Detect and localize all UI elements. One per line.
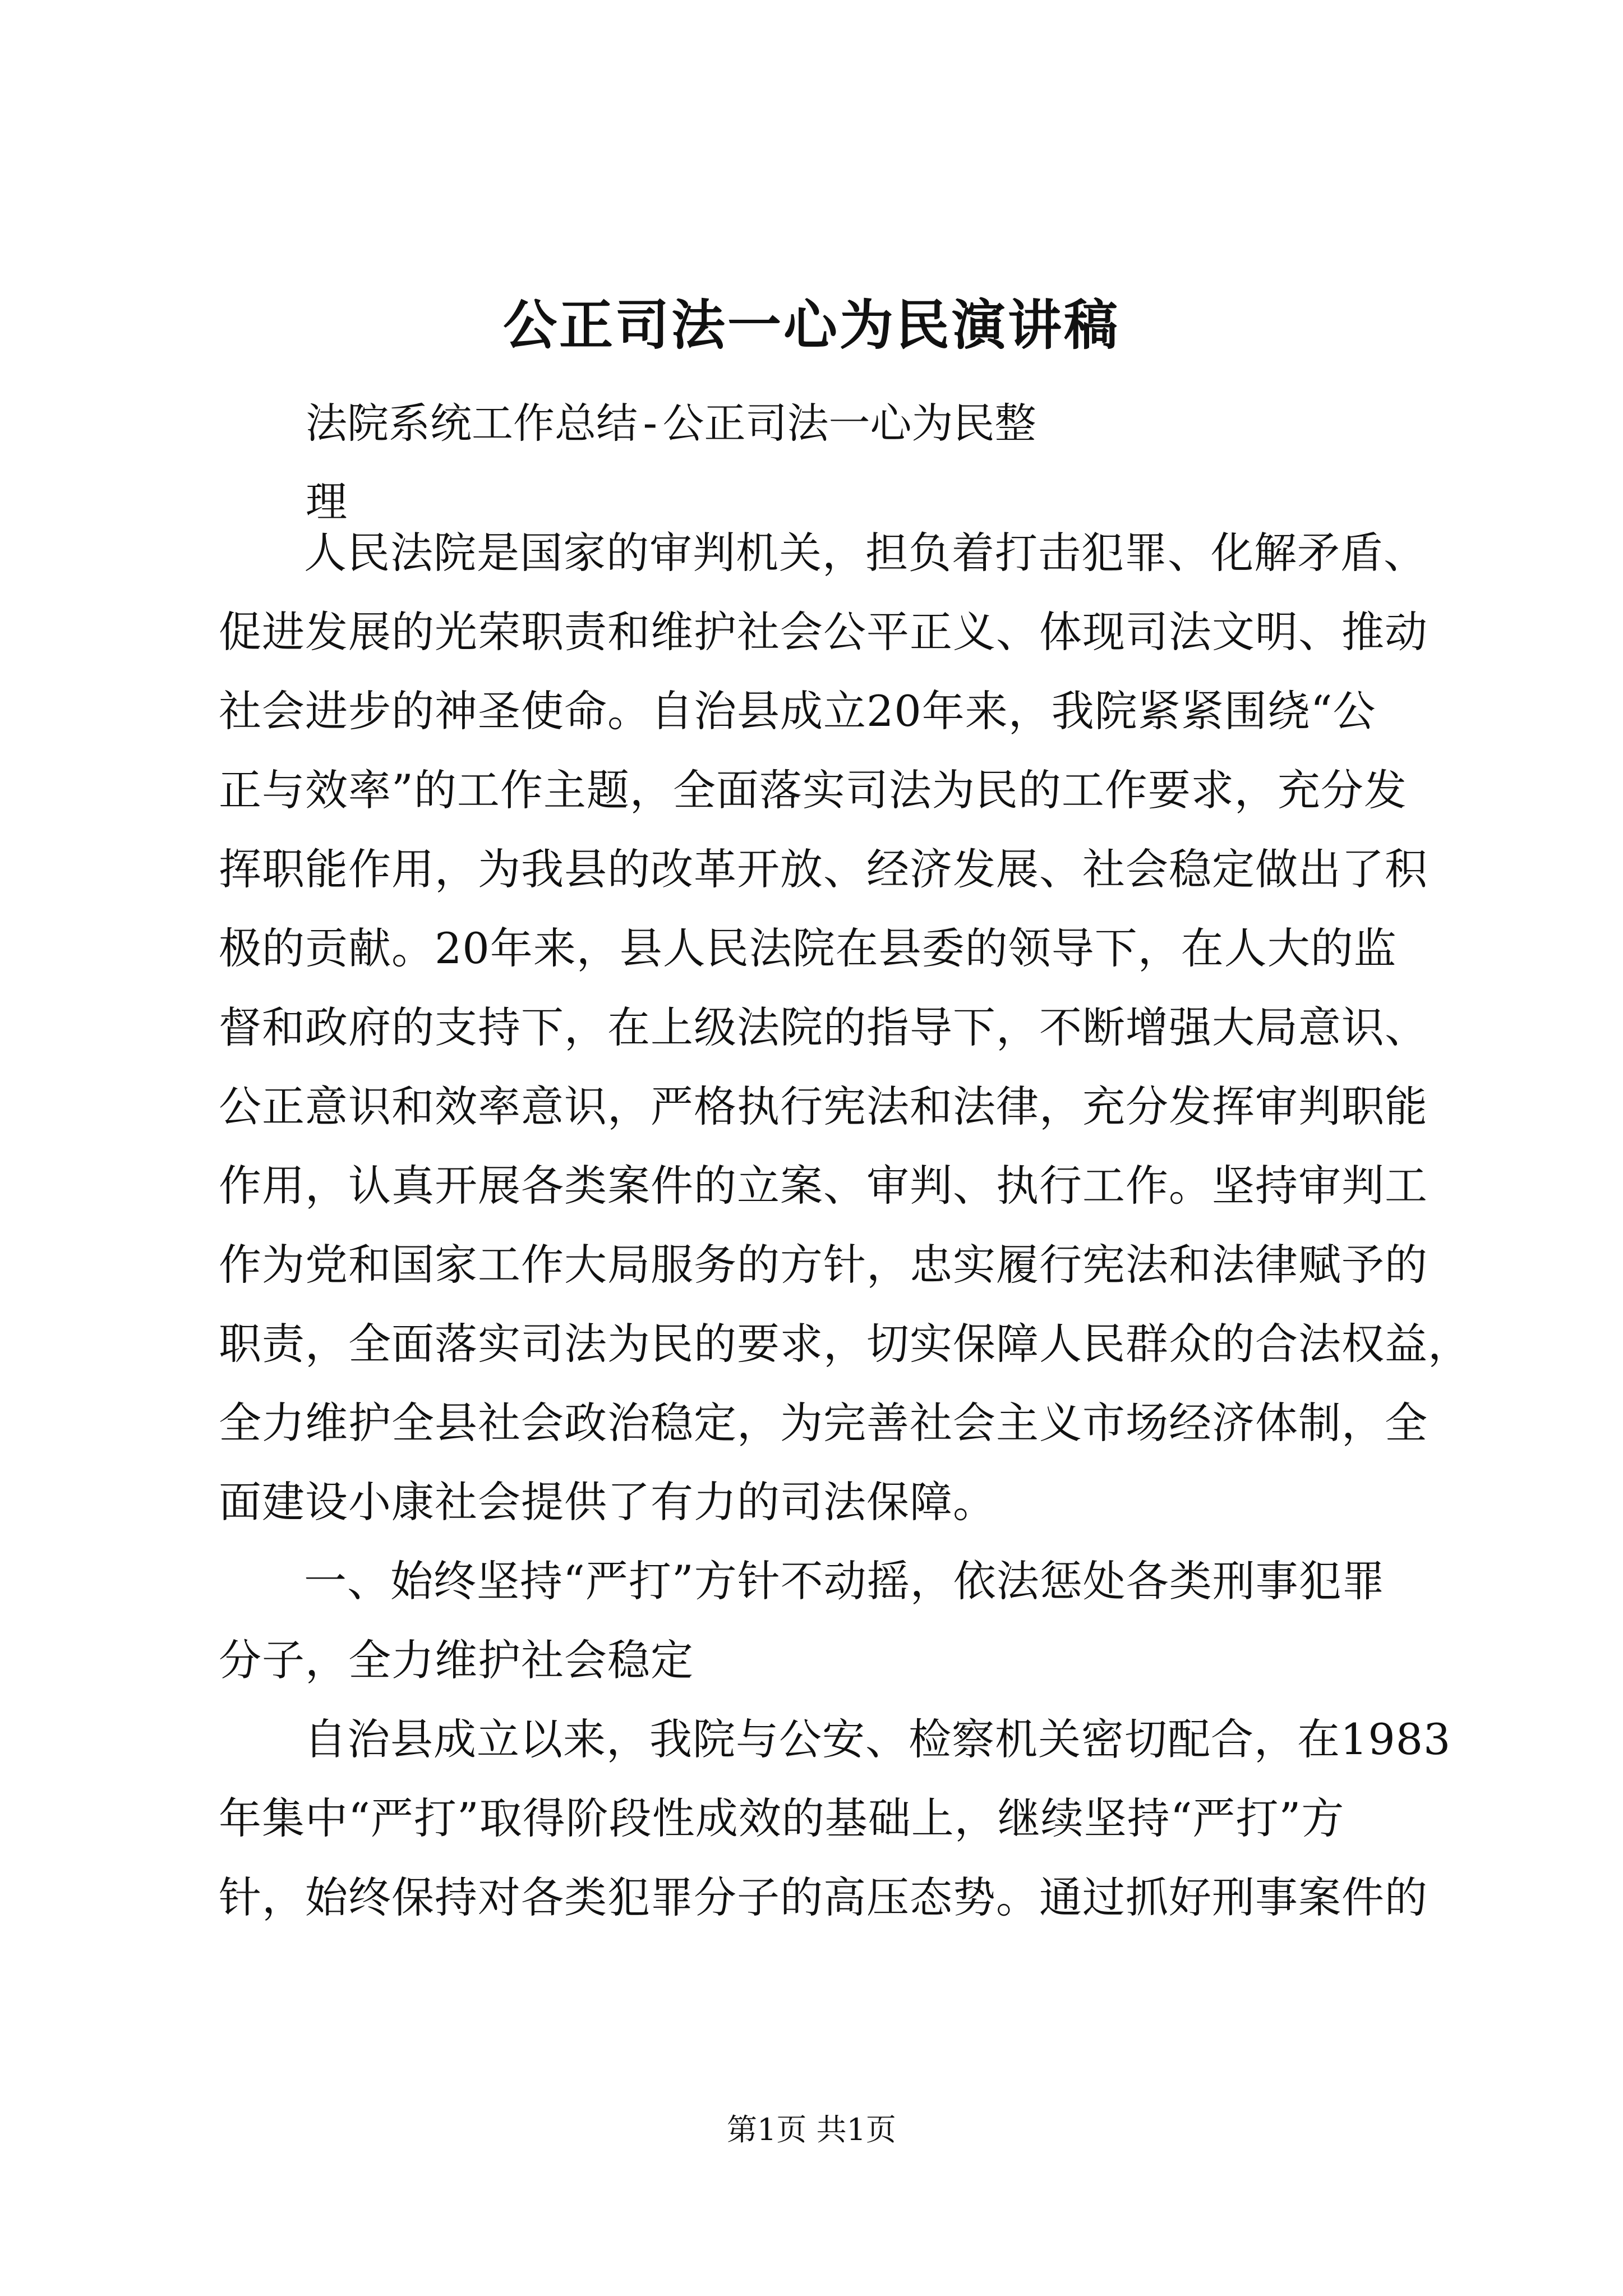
paragraph-section-1: [219, 1700, 1451, 1937]
paragraph-intro: [219, 513, 1471, 1542]
text-line: 正与效率”的工作主题，全面落实司法为民的工作要求，充分发: [219, 765, 1407, 815]
text-line: 针，始终保持对各类犯罪分子的高压态势。通过抓好刑事案件的: [219, 1872, 1428, 1922]
text-line: 人民法院是国家的审判机关，担负着打击犯罪、化解矛盾、: [304, 528, 1427, 578]
text-line: 自治县成立以来，我院与公安、检察机关密切配合，在1983: [304, 1714, 1451, 1764]
text-line: 年集中“严打”取得阶段性成效的基础上，继续坚持“严打”方: [219, 1793, 1345, 1843]
text-line: 社会进步的神圣使命。自治县成立20年来，我院紧紧围绕“公: [219, 686, 1376, 736]
text-line: 职责，全面落实司法为民的要求，切实保障人民群众的合法权益，: [219, 1319, 1471, 1369]
text-line: 分子，全力维护社会稳定: [219, 1635, 694, 1685]
document-body: [219, 513, 1471, 1937]
text-line: 公正意识和效率意识，严格执行宪法和法律，充分发挥审判职能: [219, 1082, 1428, 1131]
text-line: 挥职能作用，为我县的改革开放、经济发展、社会稳定做出了积: [219, 844, 1428, 894]
text-line: 促进发展的光荣职责和维护社会公平正义、体现司法文明、推动: [219, 607, 1428, 657]
text-line: 全力维护全县社会政治稳定，为完善社会主义市场经济体制，全: [219, 1398, 1428, 1448]
text-line: 极的贡献。20年来，县人民法院在县委的领导下，在人大的监: [219, 923, 1397, 973]
subtitle-line: 理: [306, 478, 347, 526]
text-line: 作为党和国家工作大局服务的方针，忠实履行宪法和法律赋予的: [219, 1240, 1428, 1290]
subtitle-line: 法院系统工作总结-公正司法一心为民整: [306, 399, 1036, 448]
document-title: 公正司法一心为民演讲稿: [503, 293, 1120, 357]
page-footer: 第1页 共1页: [727, 2112, 896, 2147]
text-line: 一、始终坚持“严打”方针不动摇，依法惩处各类刑事犯罪: [304, 1556, 1385, 1606]
text-line: 督和政府的支持下，在上级法院的指导下，不断增强大局意识、: [219, 1002, 1428, 1052]
text-line: 面建设小康社会提供了有力的司法保障。: [219, 1477, 996, 1527]
section-heading-1: [219, 1542, 1424, 1700]
text-line: 作用，认真开展各类案件的立案、审判、执行工作。坚持审判工: [219, 1161, 1428, 1211]
